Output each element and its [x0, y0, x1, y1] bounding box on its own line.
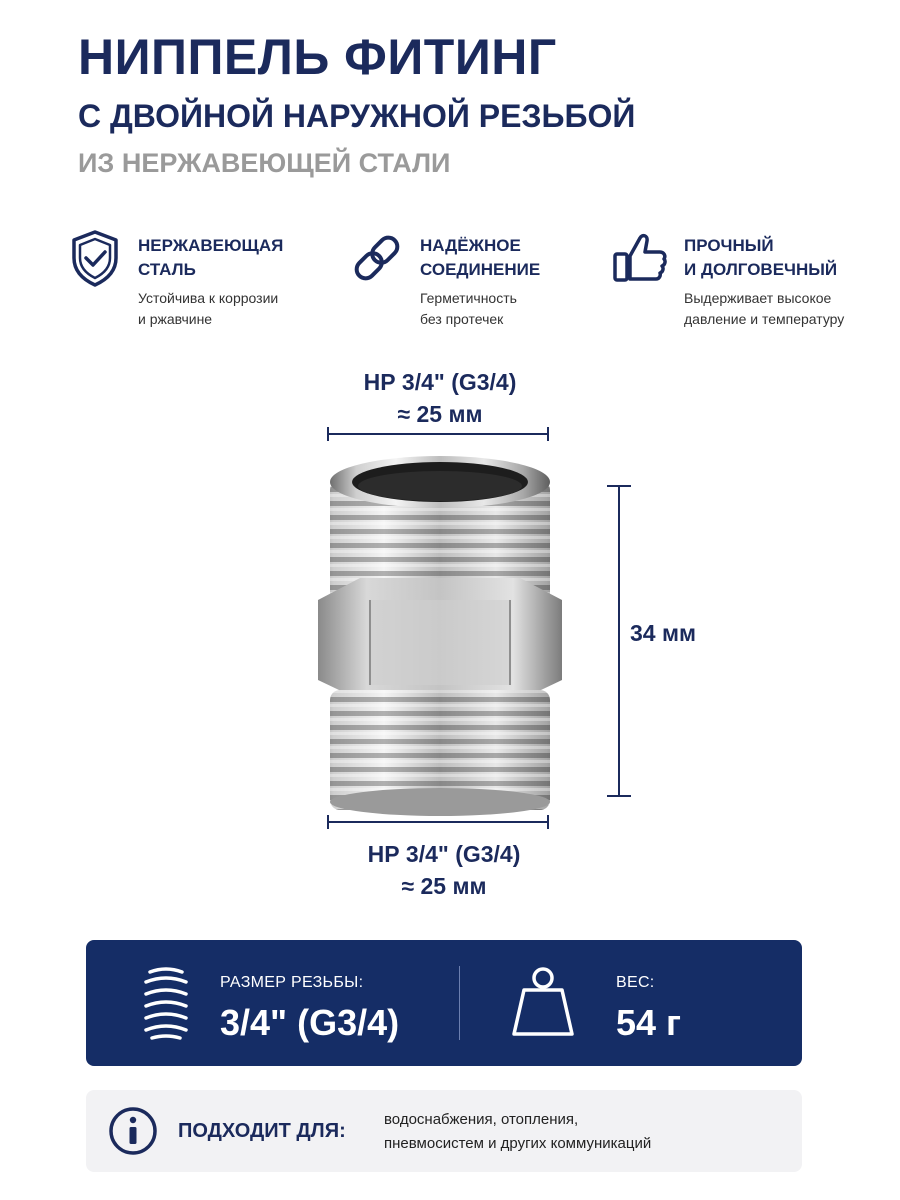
thread-size-label: РАЗМЕР РЕЗЬБЫ:: [220, 974, 364, 991]
feature-description: Герметичность без протечек: [420, 290, 517, 327]
bottom-dimension-line: [322, 814, 554, 830]
feature-description: Устойчива к коррозии и ржавчине: [138, 290, 279, 327]
feature-title: ПРОЧНЫЙ И ДОЛГОВЕЧНЫЙ: [684, 236, 838, 279]
shield-check-icon: [66, 228, 124, 288]
chain-link-icon: [348, 228, 406, 288]
weight-icon: [508, 964, 578, 1040]
height-dimension-label: 34 мм: [630, 620, 697, 646]
feature-description: Выдерживает высокое давление и температуру: [684, 290, 845, 327]
thumbs-up-icon: [612, 228, 670, 288]
feature-stainless: [66, 228, 326, 338]
top-dimension-label: НР 3/4" (G3/4) ≈ 25 мм: [363, 369, 517, 427]
nipple-fitting-image: [300, 450, 580, 820]
thread-size-value: 3/4" (G3/4): [220, 1002, 400, 1043]
feature-connection: [348, 228, 608, 338]
weight-value: 54 г: [616, 1002, 682, 1043]
spec-band: [86, 940, 802, 1066]
feature-durable: [612, 228, 872, 338]
usage-label: ПОДХОДИТ ДЛЯ:: [178, 1120, 346, 1142]
spec-divider: [459, 966, 460, 1040]
usage-description: водоснабжения, отопления, пневмосистем и других коммуникаций: [384, 1111, 652, 1152]
weight-label: ВЕС:: [616, 974, 655, 991]
info-icon: [108, 1106, 158, 1156]
top-dimension-line: [322, 426, 554, 442]
page-subtitle: С ДВОЙНОЙ НАРУЖНОЙ РЕЗЬБОЙ: [78, 98, 636, 134]
feature-title: НЕРЖАВЕЮЩАЯ СТАЛЬ: [138, 236, 284, 279]
page-title: НИППЕЛЬ ФИТИНГ: [78, 29, 557, 85]
bottom-dimension-label: НР 3/4" (G3/4) ≈ 25 мм: [367, 841, 521, 899]
feature-title: НАДЁЖНОЕ СОЕДИНЕНИЕ: [420, 236, 541, 279]
usage-info: [86, 1090, 802, 1172]
screw-thread-icon: [138, 966, 194, 1042]
material-caption: ИЗ НЕРЖАВЕЮЩЕЙ СТАЛИ: [78, 148, 451, 178]
